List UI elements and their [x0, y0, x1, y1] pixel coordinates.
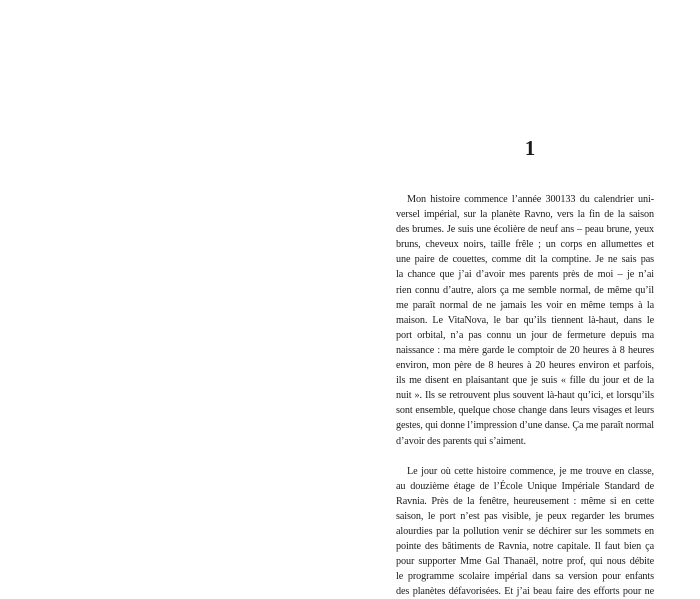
text-line: rien connu d’autre, alors ça me semble normal, de même qu’il: [396, 284, 654, 296]
text-line: environ, mon père de 8 heures à 20 heures environ et parfois,: [396, 360, 654, 372]
body-text: [396, 192, 654, 599]
text-line: saison, le port n’est pas visible, je peux regarder les brumes: [396, 510, 654, 522]
text-line: des planètes défavorisées. Et j’ai beau faire des efforts pour ne: [396, 586, 654, 598]
text-line: d’avoir des parents qui s’aiment.: [396, 435, 526, 447]
text-line: maison. Le VitaNova, le bar qu’ils tiennent là-haut, dans le: [396, 314, 654, 326]
text-line: Mon histoire commence l’année 300133 du calendrier uni-: [407, 194, 654, 205]
text-line: pour supporter Mme Gal Thanaël, notre prof, qui nous débite: [396, 556, 654, 568]
text-line: ils me disent en plaisantant que je suis « fille du jour et de la: [396, 375, 654, 387]
text-line: des brumes. Je suis une écolière de neuf ans – peau brune, yeux: [396, 224, 654, 236]
text-line: bruns, cheveux noirs, taille frêle ; un corps en allumettes et: [396, 239, 654, 251]
text-line: sont ensemble, quelque chose change dans leurs visages et leurs: [396, 405, 654, 417]
chapter-number: 1: [524, 136, 536, 160]
text-line: Ravnia. Près de la fenêtre, heureusement : même si en cette: [396, 495, 654, 507]
text-line: gestes, qui donne l’impression d’une danse. Ça me paraît normal: [396, 420, 654, 432]
text-line: alourdies par la pollution venir se déchirer sur les sommets en: [396, 525, 654, 537]
text-line: une paire de couettes, comme dit la comptine. Je ne sais pas: [396, 254, 654, 266]
paragraph-2: [396, 464, 654, 599]
text-line: naissance : ma mère garde le comptoir de 20 heures à 8 heures: [396, 344, 654, 356]
text-line: me paraît normal de ne jamais les voir en même temps à la: [396, 299, 654, 311]
text-line: port orbital, n’a pas connu un jour de fermeture depuis ma: [396, 329, 654, 341]
text-line: versel impérial, sur la planète Ravno, vers la fin de la saison: [396, 209, 654, 221]
text-line: nuit ». Ils se retrouvent plus souvent là-haut qu’ici, et lorsqu’ils: [396, 390, 654, 402]
text-line: au douzième étage de l’École Unique Impériale Standard de: [396, 480, 654, 492]
paragraph-spacer: [396, 449, 654, 464]
text-line: Le jour où cette histoire commence, je me trouve en classe,: [407, 465, 654, 477]
text-line: la chance que j’ai d’avoir mes parents près de moi – je n’ai: [396, 269, 654, 281]
paragraph-1: [396, 192, 654, 449]
text-line: pointe des bâtiments de Ravnia, notre capitale. Il faut bien ça: [396, 541, 654, 553]
text-line: le programme scolaire impérial dans sa version pour enfants: [396, 571, 654, 583]
